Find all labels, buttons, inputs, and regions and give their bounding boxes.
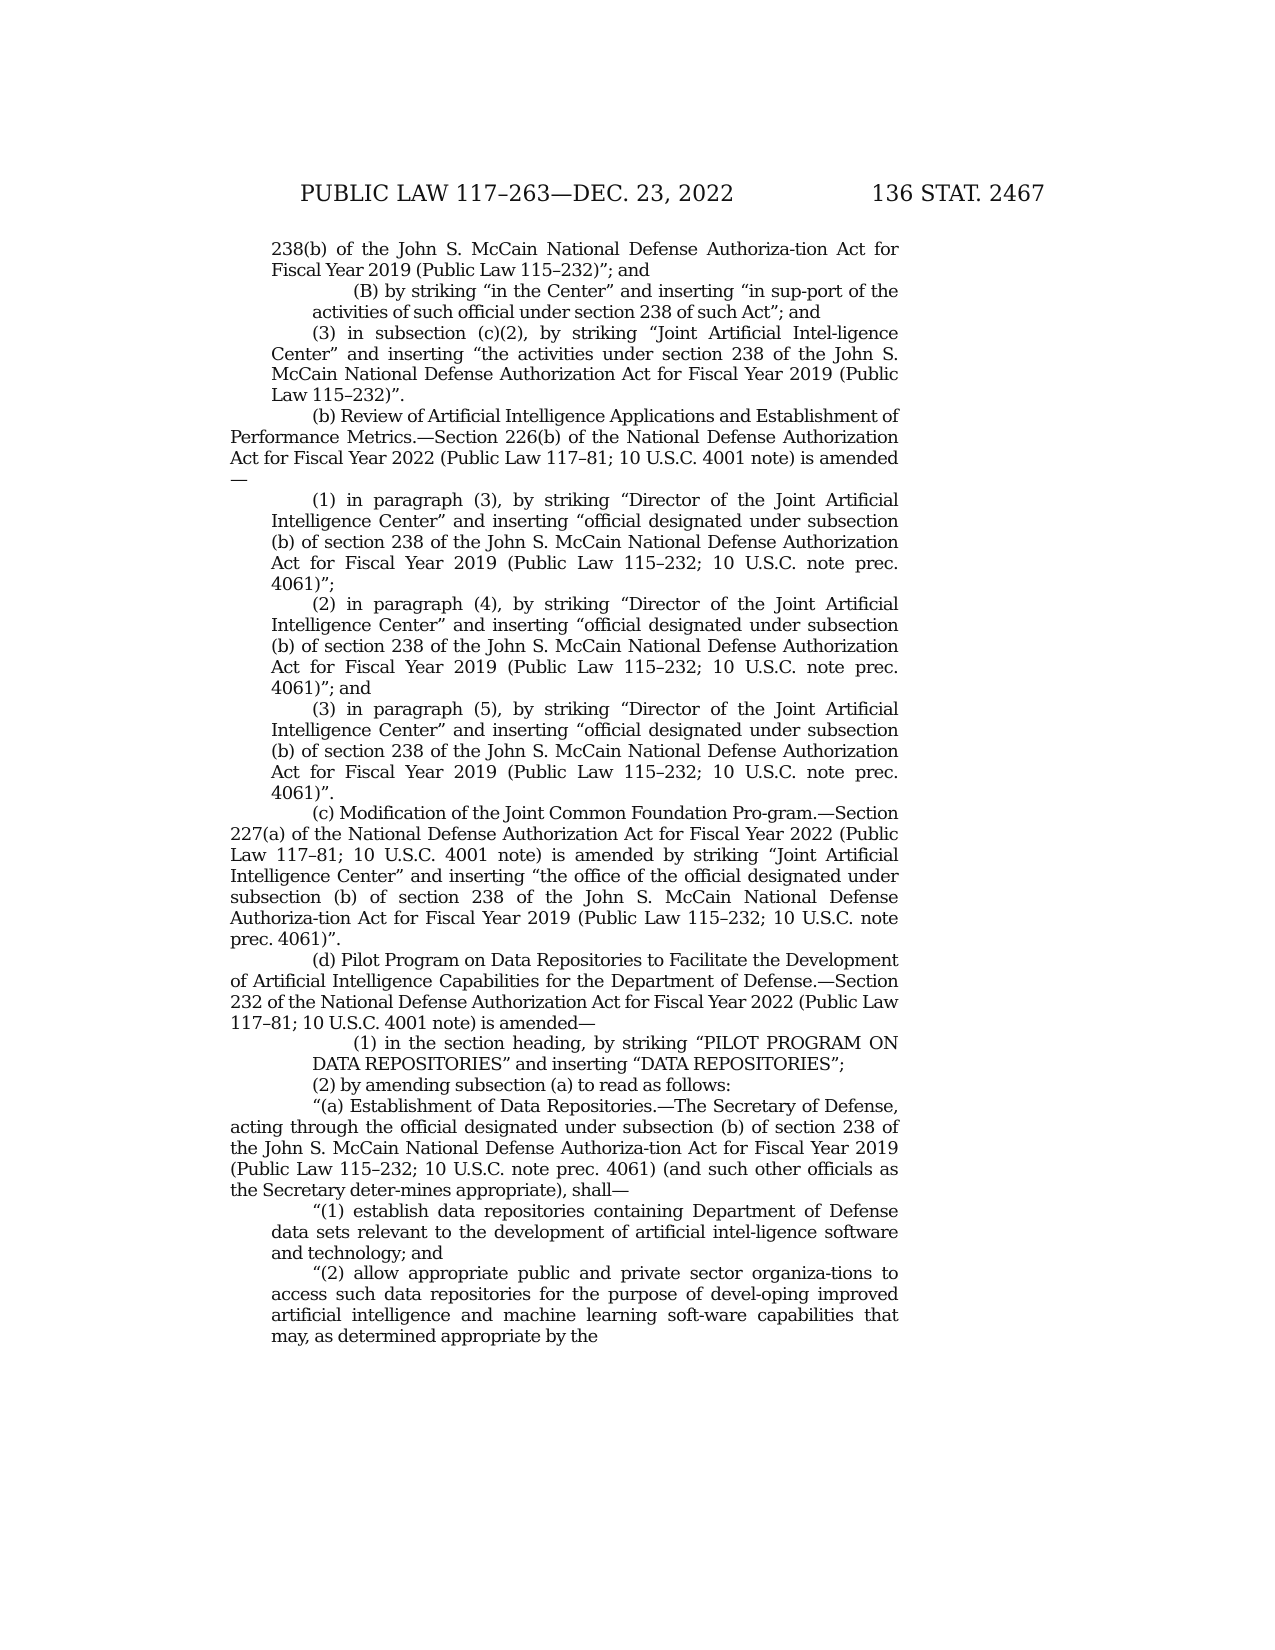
paragraph: (1) in paragraph (3), by striking “Director of the Joint Artificial Intelligence Center” and inserting “official designated under subsection (b) of section 238 of the John S. McCain National Defense Authorization Act for Fiscal Year 2019 (Public Law 115–232; 10 U.S.C. note prec. 4061)”; (271, 489, 898, 595)
paragraph: (B) by striking “in the Center” and inserting “in sup-port of the activities of such official under section 238 of such Act”; and (312, 280, 898, 323)
statute-page-number: 136 STAT. 2467 (871, 182, 1045, 207)
public-law-citation: PUBLIC LAW 117–263—DEC. 23, 2022 (300, 182, 735, 207)
running-head (300, 182, 1045, 218)
paragraph: “(2) allow appropriate public and private sector organiza-tions to access such data repositories for the purpose of devel-oping improved artificial intelligence and machine learning soft-ware capabilities that may, as determined appropriate by the (271, 1263, 898, 1348)
paragraph: “(1) establish data repositories containing Department of Defense data sets relevant to the development of artificial intel-ligence software and technology; and (271, 1200, 898, 1264)
subsection-b-heading: (b) Review of Artificial Intelligence Applications and Establishment of Performance Metrics.—Section 226(b) of the National Defense Authorization Act for Fiscal Year 2022 (Public Law 117–81; 10 U.S.C. 4001 note) is amended— (230, 406, 898, 490)
subsection-d-heading: (d) Pilot Program on Data Repositories to Facilitate the Development of Artificial Intelligence Capabilities for the Department of Defense.—Section 232 of the National Defense Authorization Act for Fiscal Year 2022 (Public Law 117–81; 10 U.S.C. 4001 note) is amended— (230, 949, 898, 1034)
paragraph: (2) by amending subsection (a) to read as follows: (312, 1075, 731, 1097)
paragraph: (3) in paragraph (5), by striking “Director of the Joint Artificial Intelligence Center” and inserting “official designated under subsection (b) of section 238 of the John S. McCain National Defense Authorization Act for Fiscal Year 2019 (Public Law 115–232; 10 U.S.C. note prec. 4061)”. (271, 698, 898, 804)
quoted-subsection-a: “(a) Establishment of Data Repositories.—The Secretary of Defense, acting through the official designated under subsection (b) of section 238 of the John S. McCain National Defense Authoriza-tion Act for Fiscal Year 2019 (Public Law 115–232; 10 U.S.C. note prec. 4061) (and such other officials as the Secretary deter-mines appropriate), shall— (230, 1096, 898, 1201)
paragraph: (1) in the section heading, by striking “PILOT PROGRAM ON DATA REPOSITORIES” and inserting “DATA REPOSITORIES”; (312, 1033, 898, 1076)
paragraph: (2) in paragraph (4), by striking “Director of the Joint Artificial Intelligence Center” and inserting “official designated under subsection (b) of section 238 of the John S. McCain National Defense Authorization Act for Fiscal Year 2019 (Public Law 115–232; 10 U.S.C. note prec. 4061)”; and (271, 594, 898, 700)
paragraph: 238(b) of the John S. McCain National Defense Authoriza-tion Act for Fiscal Year 2019 (Public Law 115–232)”; and (271, 239, 898, 281)
subsection-c-heading: (c) Modification of the Joint Common Foundation Pro-gram.—Section 227(a) of the National Defense Authorization Act for Fiscal Year 2022 (Public Law 117–81; 10 U.S.C. 4001 note) is amended by striking “Joint Artificial Intelligence Center” and inserting “the office of the official designated under subsection (b) of section 238 of the John S. McCain National Defense Authoriza-tion Act for Fiscal Year 2019 (Public Law 115–232; 10 U.S.C. note prec. 4061)”. (230, 803, 898, 950)
paragraph: (3) in subsection (c)(2), by striking “Joint Artificial Intel-ligence Center” and inserting “the activities under section 238 of the John S. McCain National Defense Authorization Act for Fiscal Year 2019 (Public Law 115–232)”. (271, 322, 898, 407)
statute-body (230, 240, 898, 1348)
